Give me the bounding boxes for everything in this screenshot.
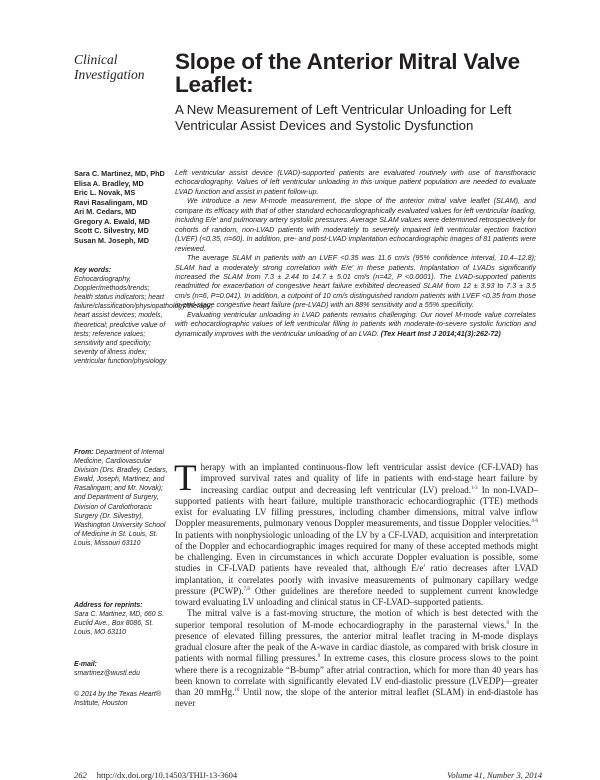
abstract	[175, 168, 536, 338]
author-name: Susan M. Joseph, MD	[74, 235, 150, 245]
abstract-paragraph: Left ventricular assist device (LVAD)-supported patients are evaluated routinely with use of transthoracic echocardiography. Values of left ventricular unloading in this unique patient population are needed to evaluate LVAD function and assist in patient follow-up.	[175, 168, 536, 196]
page-number: 262	[74, 770, 87, 780]
reference-marker: 4-6	[531, 519, 538, 525]
affiliation-block	[74, 448, 169, 548]
body-paragraph	[174, 458, 538, 608]
affiliation-text: Department of Internal Medicine, Cardiovascular Division (Drs. Bradley, Cedars, Ewald, Joseph, Martinez, and Rasalingam; and Mr. Novak); and Department of Surgery, Division of Cardiothoracic Surgery (Dr. Silvestry), Washington University School of Medicine in St. Louis, St. Louis, Missouri 63110	[74, 449, 168, 547]
keywords-label: Key words:	[74, 267, 112, 274]
author-name: Elisa A. Bradley, MD	[74, 178, 144, 188]
keywords-block	[74, 266, 213, 366]
reference-marker: 9	[506, 620, 509, 626]
reference-marker: 7,8	[243, 586, 250, 592]
body-text-run: herapy with an implanted continuous-flow left ventricular assist device (CF-LVAD) has improved survival rates and quality of life in patients with end-stage heart failure by increasing cardiac output and decreasing left ventricular (LV) preload.	[200, 462, 538, 495]
body-text-run: In patients with nonphysiologic unloading of the LV by a CF-LVAD, acquisition and interpretation of the Doppler and echocardiographic images required for many of these accepted methods might be challenging. Even in circumstances in which accurate Doppler evaluation is possible, some studies in CF-LVAD patients have revealed that, although E/e′ ratio decreases after LVAD implantation, it correlates poorly with invasive measurements of pulmonary capillary wedge pressure (PCWP).	[175, 529, 538, 596]
reference-marker: 9	[317, 654, 321, 660]
author-name: Gregory A. Ewald, MD	[74, 216, 150, 226]
body-text-run: Other guidelines are therefore needed to supplement current knowledge toward evaluating LV unloading and clinical status in CF-LVAD–supported patients.	[175, 585, 538, 607]
abstract-paragraph: We introduce a new M-mode measurement, the slope of the anterior mitral valve leaflet (SLAM), and compare its efficacy with that of other standard echocardiographically evaluated values for left ventricular loading, including E/e′ and pulmonary artery systolic pressures. Average SLAM values were determined retrospectively for cohorts of random, non-LVAD patients with moderately to severely impaired left ventricular ejection fraction (LVEF) (<0.35, n=60). In addition, pre- and post-LVAD implantation echocardiographic images of 81 patients were reviewed.	[175, 196, 536, 253]
body-text	[174, 458, 539, 710]
author-name: Ari M. Cedars, MD	[74, 207, 137, 216]
reference-marker: 10	[234, 687, 240, 693]
email-block	[74, 660, 169, 678]
journal-citation: (Tex Heart Inst J 2014;41(3):262-72)	[380, 328, 501, 338]
body-text-run: The mitral valve is a fast-moving structure, the motion of which is best detected with the superior temporal resolution of M-mode echocardiography in the parasternal views.	[175, 608, 538, 630]
body-text-run: In extreme cases, this closure process slows to the point where there is a recognizable “B-bump” after atrial contraction, which for more than 40 years has been known to correlate with significantly elevated LV end-diastolic pressure (LVEDP)—greater than 20 mmHg.	[175, 653, 538, 697]
body-text-run: Until now, the slope of the anterior mitral leaflet (SLAM) in end-diastole has never	[175, 687, 538, 709]
drop-cap: T	[174, 458, 197, 499]
section-label: Clinical Investigation	[74, 52, 145, 82]
abstract-paragraph	[175, 310, 536, 338]
from-label: From:	[74, 449, 94, 456]
abstract-conclusion: Evaluating ventricular unloading in LVAD patients remains challenging. Our novel M-mode value correlates with echocardiographic values of left ventricular filling in patients with moderate-to-severe systolic function and dynamically improves with the ventricular unloading of an LVAD.	[175, 309, 536, 338]
doi-link[interactable]: http://dx.doi.org/10.14503/THIJ-13-3604	[96, 770, 238, 780]
article-subtitle: A New Measurement of Left Ventricular Unloading for Left Ventricular Assist Devices and Systolic Dysfunction	[175, 102, 512, 133]
email-address: smartinez@wustl.edu	[74, 670, 140, 678]
volume-info: Volume 41, Number 3, 2014	[447, 770, 542, 780]
abstract-paragraph: The average SLAM in patients with an LVEF <0.35 was 11.6 cm/s (95% confidence interval, 10.4–12.8); SLAM had a moderately strong correlation with E/e′ in these patients. Implantation of LVADs significantly increased the SLAM from 7.3 ± 2.44 to 14.7 ± 5.01 cm/s (n=42, P <0.0001). The LVAD-supported patients readmitted for exacerbation of congestive heart failure exhibited decreased SLAM from 12 ± 3.93 to 7.3 ± 3.5 cm/s (n=6, P=0.041). In addition, a cutpoint of 10 cm/s distinguished random patients with LVEF <0.35 from those in end-stage congestive heart failure (pre-LVAD) with an 88% sensitivity and a 55% specificity.	[175, 253, 536, 310]
reference-marker: 1-3	[471, 485, 478, 491]
author-name: Scott C. Silvestry, MD	[74, 226, 149, 235]
keywords-text: Echocardiography, Doppler/methods/trends; health status indicators; heart failure/classification/physiopathology/therapy; heart assist devices; models, theoretical; predictive value of tests; reference values; sensitivity and specificity; severity of illness index; ventricular function/physiology	[74, 276, 213, 365]
author-list	[74, 169, 184, 245]
body-text-run: In the presence of elevated filling pressures, the anterior mitral leaflet tracing in M-mode displays gradual closure after the peak of the A-wave in cardiac diastole, as compared with brisk closure in patients with normal filling pressures.	[175, 619, 539, 664]
reprints-block	[74, 601, 169, 637]
author-name: Sara C. Martinez, MD, PhD	[74, 169, 165, 178]
reprints-label: Address for reprints:	[74, 602, 143, 609]
reprints-address: Sara C. Martinez, MD, 660 S. Euclid Ave., Box 8086, St. Louis, MO 63110	[74, 611, 164, 637]
author-name: Eric L. Novak, MS	[74, 188, 136, 197]
article-title: Slope of the Anterior Mitral Valve Leaflet:	[175, 49, 520, 97]
email-label: E-mail:	[74, 661, 97, 668]
author-name: Ravi Rasalingam, MD	[74, 197, 148, 207]
copyright-notice: © 2014 by the Texas Heart® Institute, Houston	[74, 691, 161, 708]
body-text-run: In non-LVAD–supported patients with heart failure, multiple transthoracic echocardiographic (TTE) methods exist for evaluating LV filling pressures, including chamber dimensions, mitral valve inflow Doppler measurements, pulmonary venous Doppler measurements, and tissue Doppler velocities.	[175, 484, 538, 529]
body-paragraph	[175, 608, 538, 709]
